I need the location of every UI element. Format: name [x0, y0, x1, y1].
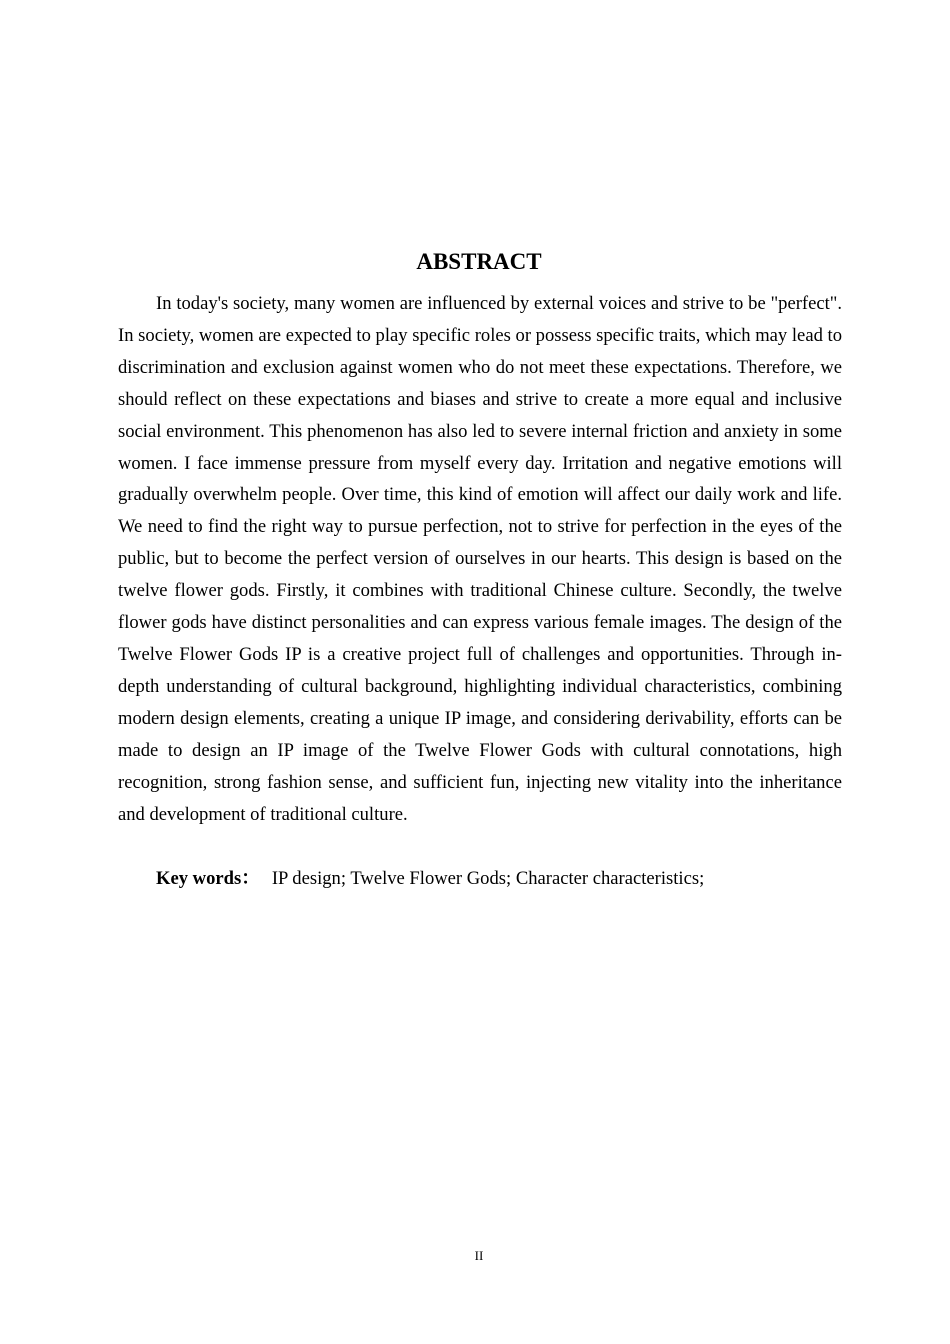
- keywords-label: Key words：: [156, 868, 260, 889]
- page-number: II: [474, 1248, 484, 1263]
- abstract-body-paragraph: In today's society, many women are influenced by external voices and strive to be "perfect". In society, women are expected to play specific roles or possess specific traits, which may lead to discrimination and exclusion against women who do not meet these expectations. Therefore, we should reflect on these expectations and biases and strive to create a more equal and inclusive social environment. This phenomenon has also led to severe internal friction and anxiety in some women. I face immense pressure from myself every day. Irritation and negative emotions will gradually overwhelm people. Over time, this kind of emotion will affect our daily work and life. We need to find the right way to pursue perfection, not to strive for perfection in the eyes of the public, but to become the perfect version of ourselves in our hearts. This design is based on the twelve flower gods. Firstly, it combines with traditional Chinese culture. Secondly, the twelve flower gods have distinct personalities and can express various female images. The design of the Twelve Flower Gods IP is a creative project full of challenges and opportunities. Through in-depth understanding of cultural background, highlighting individual characteristics, combining modern design elements, creating a unique IP image, and considering derivability, efforts can be made to design an IP image of the Twelve Flower Gods with cultural connotations, high recognition, strong fashion sense, and sufficient fun, injecting new vitality into the inheritance and development of traditional culture.: [118, 293, 842, 825]
- keywords-text: IP design; Twelve Flower Gods; Character characteristics;: [271, 868, 705, 889]
- abstract-title: ABSTRACT: [416, 249, 542, 274]
- keywords-line: [118, 863, 842, 895]
